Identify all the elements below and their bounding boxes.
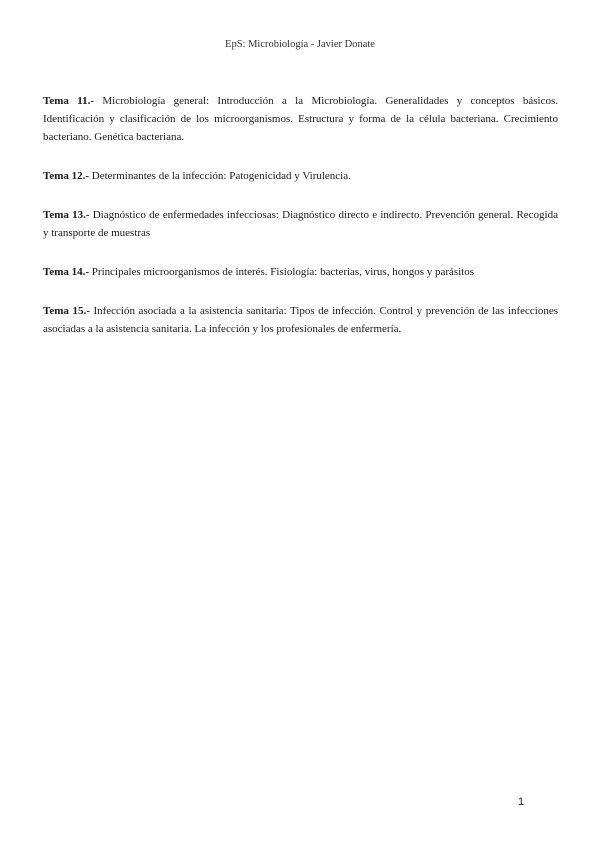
- tema-13-label: Tema 13.-: [43, 209, 90, 221]
- tema-14-text: Principales microorganismos de interés. Fisiología: bacterias, virus, hongos y parásitos: [89, 266, 475, 278]
- tema-11-text: Microbiología general: Introducción a la Microbiología. Generalidades y conceptos básicos. Identificación y clasificación de los microorganismos. Estructura y forma de la célula bacteriana. Crecimiento bacteriano. Genética bacteriana.: [43, 95, 559, 143]
- tema-14-label: Tema 14.-: [43, 266, 90, 278]
- page-number: 1: [518, 796, 525, 808]
- tema-11-label: Tema 11.-: [43, 95, 95, 107]
- tema-13-text: Diagnóstico de enfermedades infecciosas: Diagnóstico directo e indirecto. Prevención general. Recogida y transporte de muestras: [43, 209, 558, 239]
- tema-14-paragraph: [43, 263, 558, 281]
- tema-15-label: Tema 15.-: [43, 305, 90, 317]
- tema-12-label: Tema 12.-: [43, 170, 90, 182]
- tema-12-text: Determinantes de la infección: Patogenicidad y Virulencia.: [89, 170, 351, 182]
- tema-15-text: Infección asociada a la asistencia sanitaria: Tipos de infección. Control y prevención de las infecciones asociadas a la asistencia sanitaria. La infección y los profesionales de enfermería.: [43, 305, 558, 335]
- tema-13-paragraph: [43, 206, 558, 242]
- tema-15-paragraph: [43, 302, 558, 338]
- document-body: [43, 92, 558, 359]
- page-header: EpS: Microbiología - Javier Donate: [225, 39, 375, 50]
- tema-12-paragraph: [43, 167, 558, 185]
- tema-11-paragraph: [43, 92, 558, 146]
